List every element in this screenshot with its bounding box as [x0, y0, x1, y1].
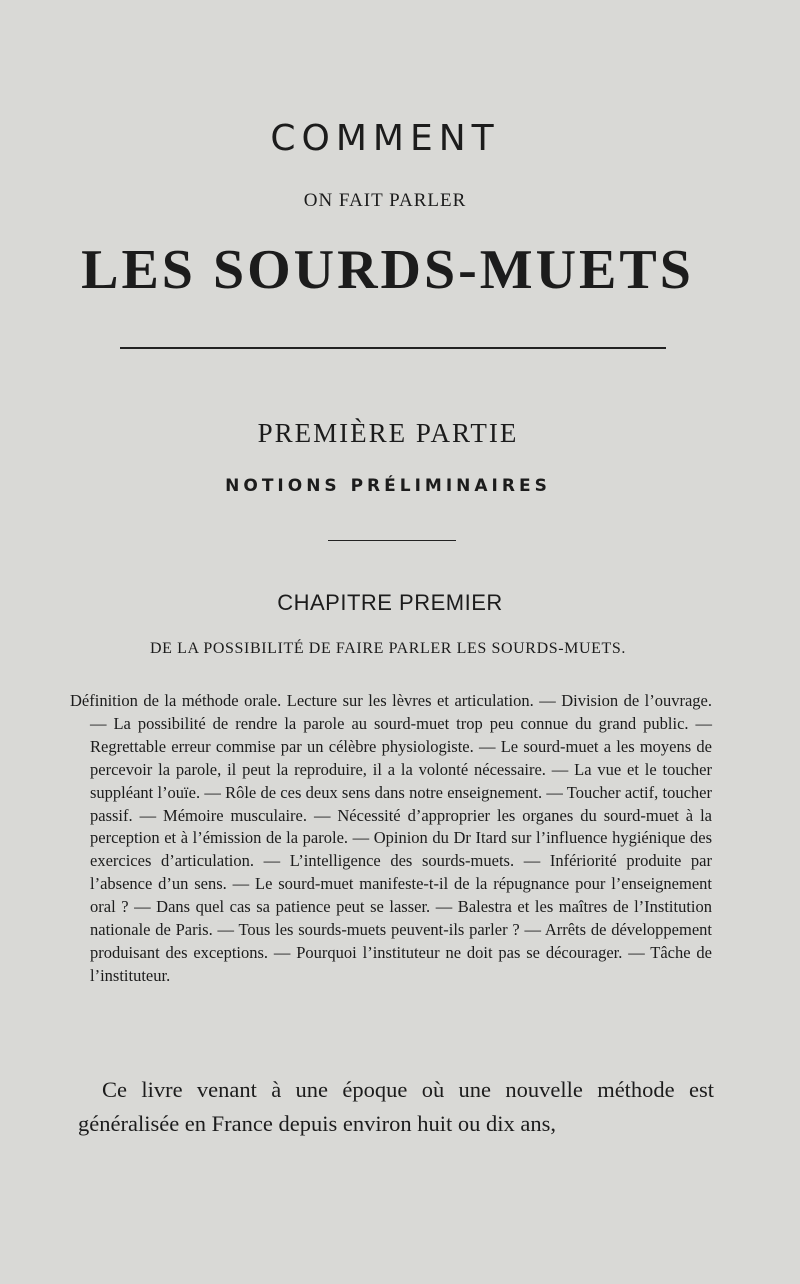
body-paragraph: Ce livre venant à une époque où une nouvelle méthode est généralisée en France depuis environ huit ou dix ans, [78, 1077, 714, 1136]
title-main: LES SOURDS-MUETS [81, 239, 694, 301]
chapter-heading: DE LA POSSIBILITÉ DE FAIRE PARLER LES SOURDS-MUETS. [150, 640, 626, 657]
short-divider-rule [328, 540, 456, 541]
part-subtitle: NOTIONS PRÉLIMINAIRES [225, 476, 551, 496]
part-title: PREMIÈRE PARTIE [257, 418, 519, 448]
chapter-title: CHAPITRE PREMIER [277, 590, 503, 615]
title-subtitle: ON FAIT PARLER [303, 190, 467, 211]
chapter-summary: Définition de la méthode orale. Lecture sur les lèvres et articulation. — Division de l’ouvrage. — La possibilité de rendre la parole au sourd-muet trop peu connue du grand public. — Regrettable erreur commise par un célèbre physiologiste. — Le sourd-muet a les moyens de percevoir la parole, il peut la reproduire, il a la volonté nécessaire. — La vue et le toucher suppléant l’ouïe. — Rôle de ces deux sens dans notre enseignement. — Toucher actif, toucher passif. — Mémoire musculaire. — Nécessité d’approprier les organes du sourd-muet à la perception et à l’émission de la parole. — Opinion du Dr Itard sur l’influence hygiénique des exercices d’articulation. — L’intelligence des sourds-muets. — Infériorité produite par l’absence d’un sens. — Le sourd-muet manifeste-t-il de la répugnance pour l’enseignement oral ? — Dans quel cas sa patience peut se lasser. — Balestra et les maîtres de l’Institution nationale de Paris. — Tous les sourds-muets peuvent-ils parler ? — Arrêts de développement produisant des exceptions. — Pourquoi l’instituteur ne doit pas se décourager. — Tâche de l’instituteur. [70, 691, 712, 985]
divider-rule [120, 347, 666, 349]
title-comment: COMMENT [270, 118, 500, 159]
